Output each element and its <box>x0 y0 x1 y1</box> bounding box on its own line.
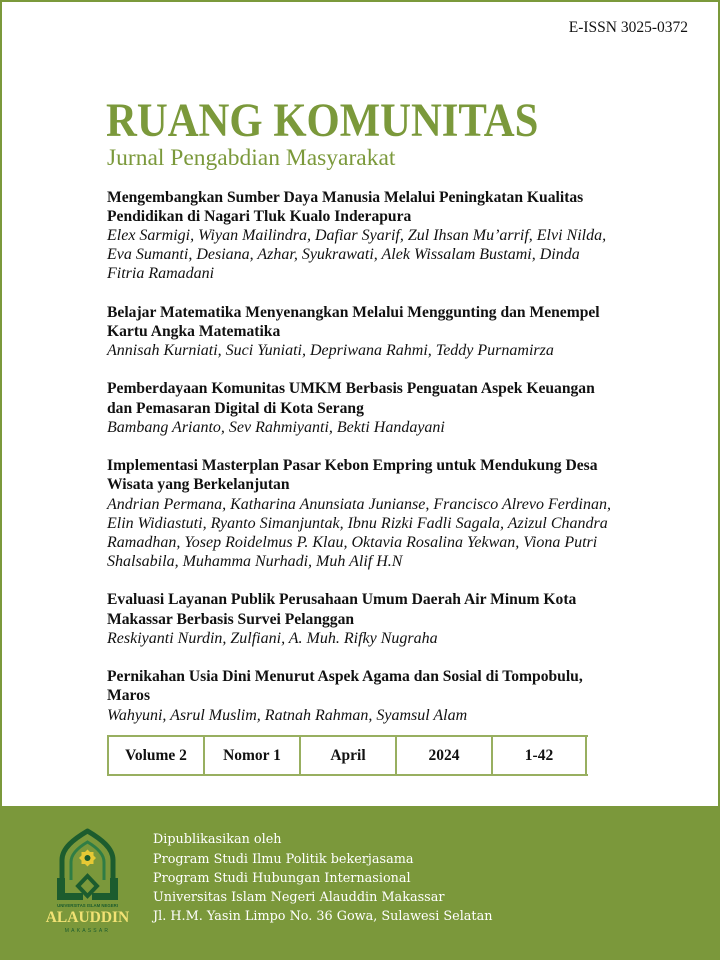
article-title-line: Pendidikan di Nagari Tluk Kualo Inderapura <box>107 207 412 225</box>
article-authors-line: Elex Sarmigi, Wiyan Mailindra, Dafiar Syarif, Zul Ihsan Mu’arrif, Elvi Nilda, <box>107 226 607 244</box>
article-title <box>107 667 667 705</box>
article-item <box>107 379 667 437</box>
article-authors <box>107 495 667 572</box>
article-item <box>107 303 667 361</box>
article-authors <box>107 706 667 725</box>
article-authors-line: Bambang Arianto, Sev Rahmiyanti, Bekti Handayani <box>107 418 445 436</box>
article-authors-line: Shalsabila, Muhamma Nurhadi, Muh Alif H.N <box>107 553 403 571</box>
article-authors-line: Eva Sumanti, Desiana, Azhar, Syukrawati, Alek Wissalam Bustami, Dinda <box>107 246 580 264</box>
article-item <box>107 188 667 284</box>
article-title <box>107 456 667 494</box>
publisher-info <box>153 830 492 926</box>
article-authors-line: Andrian Permana, Katharina Anunsiata Junianse, Francisco Alrevo Ferdinan, <box>107 495 611 513</box>
article-title-line: Maros <box>107 687 151 705</box>
logo-name: ALAUDDIN <box>45 909 130 926</box>
issue-pages: 1-42 <box>491 737 587 774</box>
article-title-line: dan Pemasaran Digital di Kota Serang <box>107 399 364 417</box>
article-item <box>107 667 667 725</box>
article-authors-line: Reskiyanti Nurdin, Zulfiani, A. Muh. Rifky Nugraha <box>107 629 438 647</box>
issue-number: Nomor 1 <box>203 737 299 774</box>
university-logo <box>40 826 135 938</box>
article-title-line: Belajar Matematika Menyenangkan Melalui Menggunting dan Menempel <box>107 303 600 321</box>
issue-volume: Volume 2 <box>107 737 203 774</box>
issue-month: April <box>299 737 395 774</box>
article-title <box>107 379 667 417</box>
article-authors <box>107 629 667 648</box>
article-title-line: Mengembangkan Sumber Daya Manusia Melalui Peningkatan Kualitas <box>107 188 584 206</box>
article-title <box>107 590 667 628</box>
article-title <box>107 303 667 341</box>
article-title-line: Pernikahan Usia Dini Menurut Aspek Agama dan Sosial di Tompobulu, <box>107 668 583 686</box>
logo-base <box>57 876 118 900</box>
article-authors-line: Fitria Ramadani <box>107 265 215 283</box>
article-authors <box>107 226 667 284</box>
journal-subtitle: Jurnal Pengabdian Masyarakat <box>107 145 396 171</box>
article-item <box>107 456 667 571</box>
logo-university-label: UNIVERSITAS ISLAM NEGERI <box>57 903 118 908</box>
article-title-line: Implementasi Masterplan Pasar Kebon Empring untuk Mendukung Desa <box>107 457 598 475</box>
publisher-line: Program Studi Hubungan Internasional <box>153 870 411 886</box>
article-authors-line: Wahyuni, Asrul Muslim, Ratnah Rahman, Syamsul Alam <box>107 706 468 724</box>
article-title-line: Pemberdayaan Komunitas UMKM Berbasis Penguatan Aspek Keuangan <box>107 380 595 398</box>
article-item <box>107 590 667 648</box>
issue-info-table <box>107 735 588 776</box>
article-authors-line: Ramadhan, Yosep Roidelmus P. Klau, Oktavia Rosalina Yekwan, Viona Putri <box>107 533 598 551</box>
publisher-line: Program Studi Ilmu Politik bekerjasama <box>153 851 414 867</box>
article-authors-line: Elin Widiastuti, Ryanto Simanjuntak, Ibnu Rizki Fadli Sagala, Azizul Chandra <box>107 514 608 532</box>
publisher-line: Jl. H.M. Yasin Limpo No. 36 Gowa, Sulawesi Selatan <box>153 909 493 925</box>
logo-city: MAKASSAR <box>64 928 111 934</box>
publisher-line: Universitas Islam Negeri Alauddin Makassar <box>153 890 445 906</box>
issn-label: E-ISSN 3025-0372 <box>568 19 688 36</box>
article-authors-line: Annisah Kurniati, Suci Yuniati, Depriwana Rahmi, Teddy Purnamirza <box>107 342 554 359</box>
university-dome-emblem-icon <box>40 826 135 938</box>
article-title-line: Wisata yang Berkelanjutan <box>107 476 290 494</box>
article-list <box>107 188 667 744</box>
article-title-line: Makassar Berbasis Survei Pelanggan <box>107 610 355 628</box>
article-authors <box>107 418 667 437</box>
logo-star-emblem <box>79 850 96 867</box>
article-title-line: Kartu Angka Matematika <box>107 322 281 340</box>
article-title <box>107 188 667 226</box>
issue-year: 2024 <box>395 737 491 774</box>
publisher-line: Dipublikasikan oleh <box>153 832 282 848</box>
publisher-footer <box>0 806 720 960</box>
article-authors <box>107 341 667 360</box>
article-title-line: Evaluasi Layanan Publik Perusahaan Umum Daerah Air Minum Kota <box>107 591 577 609</box>
journal-title: RUANG KOMUNITAS <box>106 94 539 147</box>
